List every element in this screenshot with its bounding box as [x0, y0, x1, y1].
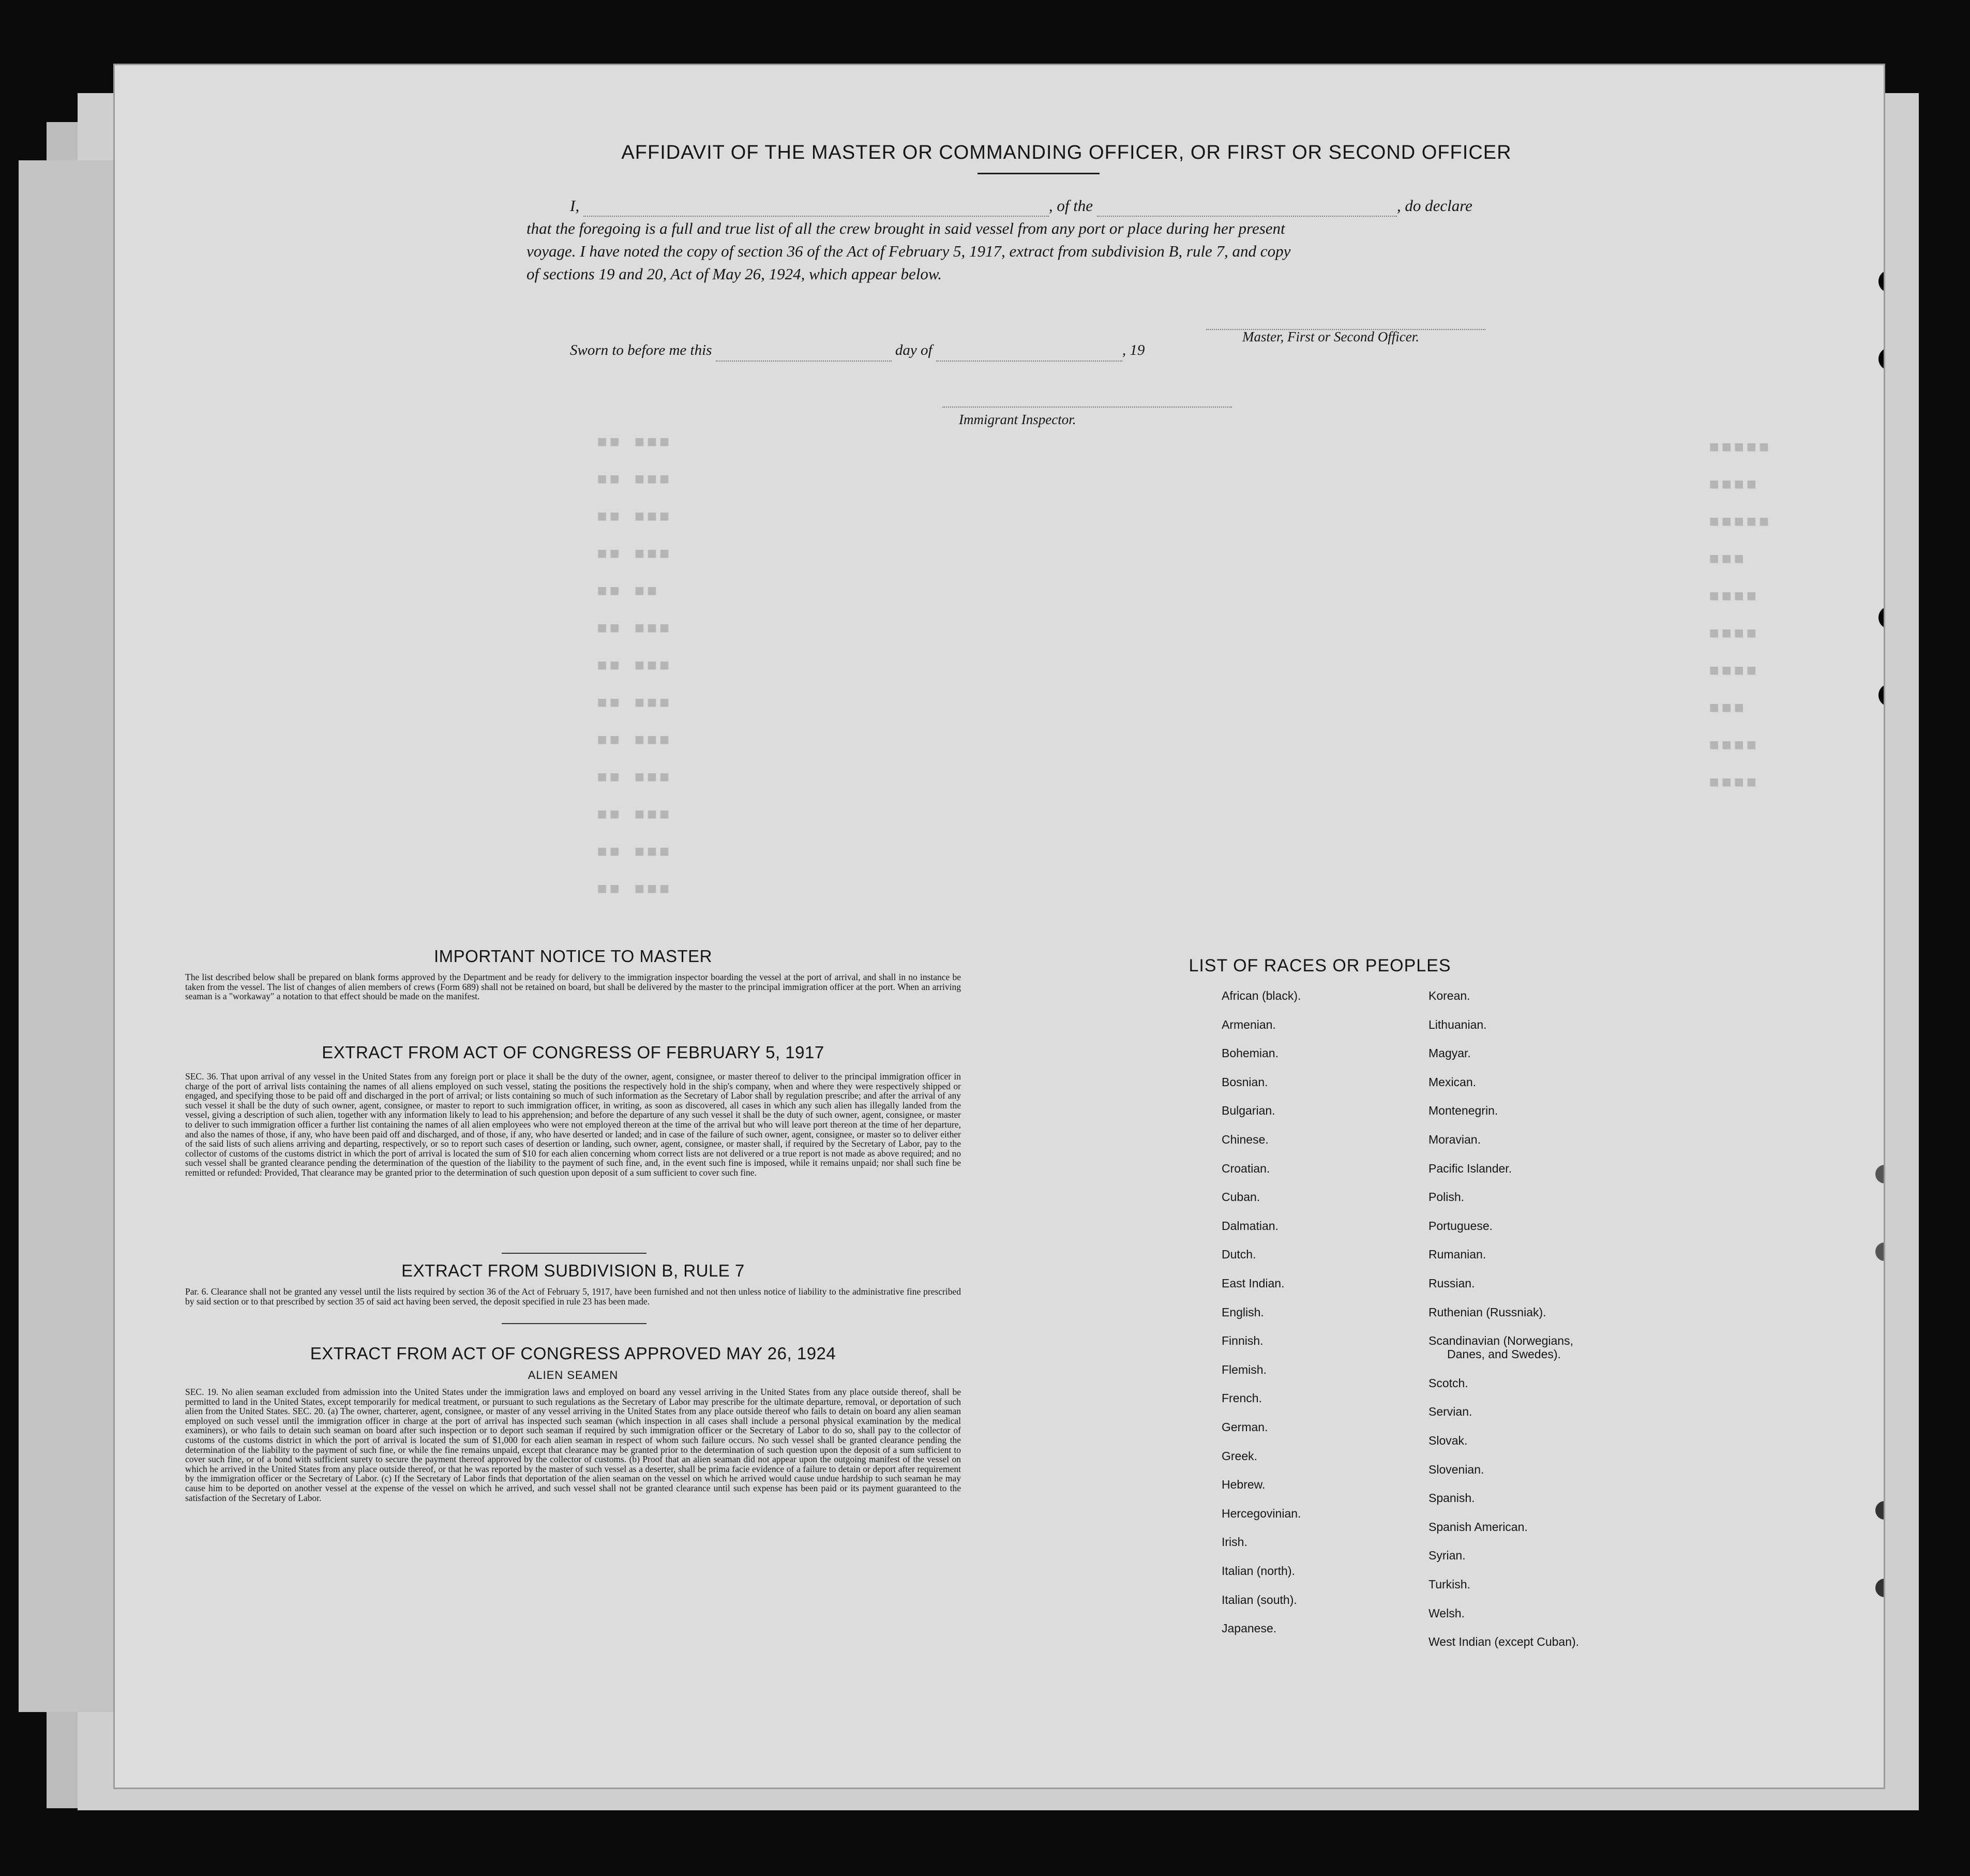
extract-1924-text: SEC. 19. No alien seaman excluded from admission into the United States under the immigration laws and employed on board any vessel arriving in the United States from any place outside thereof, shall be permitted to land in the United States, except temporarily for medical treatment, or pursuant to such regulations as the Secretary of Labor may prescribe for the ultimate departure, removal, or deportation of such alien from the United States. SEC. 20. (a) The owner, charterer, agent, consignee, or master of any vessel arriving in the United States from any place outside thereof who fails to detain on board any alien seaman employed on such vessel until the immigration officer in charge at the port of arrival has inspected such seaman (which inspection in all cases shall include a personal physical examination by the medical examiners), or who fails to detain such seaman on board after such inspection or to deport such seaman if required by such immigration officer or the Secretary of Labor to do so, shall pay to the collector of customs of the customs district in which the port of arrival is located the sum of $1,000 for each alien seaman in respect of whom such failure occurs. No such vessel shall be granted clearance pending the determination of the liability to the payment of such fine, or while the fine remains unpaid, except that clearance may be granted prior to the determination of such question upon the deposit of a sum sufficient to cover such fine, or of a bond with sufficient surety to secure the payment thereof approved by the collector of customs. (b) Proof that an alien seaman did not appear upon the outgoing manifest of the vessel on which he arrived in the United States from any place outside thereof, or that he was reported by the master of such vessel as a deserter, shall be prima facie evidence of a failure to detain or deport after requirement by the immigration officer or the Secretary of Labor. (c) If the Secretary of Labor finds that deportation of the alien seaman on the vessel on which he arrived would cause undue hardship to such seaman he may cause him to be deported on another vessel at the expense of the vessel on which he arrived, and such vessel shall not be granted clearance until such expense has been paid or its payment guaranteed to the satisfaction of the Secretary of Labor. [185, 1387, 961, 1503]
race-item: Hebrew. [1222, 1478, 1266, 1492]
affidavit-declare: , do declare [1396, 197, 1472, 215]
alien-seamen-subheading: ALIEN SEAMEN [528, 1369, 619, 1382]
punch-hole [1878, 684, 1884, 707]
rule7-heading: EXTRACT FROM SUBDIVISION B, RULE 7 [401, 1261, 745, 1280]
inspector-signature-line[interactable] [942, 391, 1232, 408]
punch-hole [1875, 1579, 1884, 1597]
punch-hole [1878, 270, 1884, 293]
race-item: Welsh. [1428, 1606, 1465, 1620]
race-item: Greek. [1222, 1449, 1258, 1463]
race-item: Syrian. [1428, 1549, 1466, 1563]
extract-1924-heading: EXTRACT FROM ACT OF CONGRESS APPROVED MAY 26, 1924 [310, 1344, 836, 1363]
race-item: West Indian (except Cuban). [1428, 1635, 1580, 1649]
race-item: Rumanian. [1428, 1248, 1486, 1262]
race-item: Armenian. [1222, 1017, 1276, 1031]
punch-hole [1878, 606, 1884, 629]
affidavit-line-3: voyage. I have noted the copy of section 36 of the Act of February 5, 1917, extract from subdivision B, rule 7, and copy [527, 242, 1291, 260]
affidavit-line-2: that the foregoing is a full and true list of all the crew brought in said vessel from any port or place during her present [527, 219, 1285, 237]
day-of-label: day of [895, 342, 933, 358]
race-item: Scandinavian (Norwegians, [1428, 1334, 1573, 1348]
name-field[interactable] [583, 216, 1049, 217]
race-item: Chinese. [1222, 1133, 1269, 1146]
race-item: Pacific Islander. [1428, 1161, 1512, 1175]
race-item: Russian. [1428, 1277, 1475, 1290]
punch-hole [1878, 348, 1884, 370]
race-item: Bulgarian. [1222, 1104, 1275, 1118]
races-heading: LIST OF RACES OR PEOPLES [1189, 956, 1451, 975]
race-item: Lithuanian. [1428, 1017, 1487, 1031]
race-item: Flemish. [1222, 1362, 1267, 1376]
race-item: Spanish American. [1428, 1520, 1528, 1534]
race-item: Irish. [1222, 1535, 1247, 1549]
race-item: Finnish. [1222, 1334, 1264, 1348]
form-sheet [115, 65, 1884, 1788]
notice-text: The list described below shall be prepared on blank forms approved by the Department and be ready for delivery to the immigration inspector boarding the vessel at the port of arrival, and shall in no instance be taken from the vessel. The list of changes of alien members of crews (Form 689) shall not be retained on board, but shall be delivered by the master to the principal immigration officer at the port. When an arriving seaman is a "workaway" a notation to that effect should be made on the manifest. [185, 972, 961, 1002]
race-item: Japanese. [1222, 1622, 1277, 1635]
race-item: Mexican. [1428, 1075, 1477, 1089]
vessel-field[interactable] [1097, 216, 1397, 217]
race-item: Slovak. [1428, 1434, 1468, 1447]
affidavit-line-4: of sections 19 and 20, Act of May 26, 1924, which appear below. [527, 265, 942, 283]
punch-hole [1875, 1242, 1884, 1261]
bleed-through-marks: ▪▪▪▪▪ ▪▪▪▪ ▪▪▪▪▪ ▪▪▪ ▪▪▪▪ ▪▪▪▪ ▪▪▪▪ ▪▪▪ ▪▪▪▪ ▪▪▪▪ [1708, 434, 1770, 793]
race-item: Croatian. [1222, 1161, 1270, 1175]
affidavit-line-1 [570, 194, 1661, 217]
rule7-text: Par. 6. Clearance shall not be granted any vessel until the lists required by section 36 of the Act of February 5, 1917, have been furnished and not then unless notice of liability to the administrative fine prescribed by said section or to that prescribed by section 35 of said act having been served, the deposit specified in rule 23 has been made. [185, 1286, 961, 1307]
race-item: Ruthenian (Russniak). [1428, 1305, 1546, 1319]
bleed-through-column: ▪▪ ▪▪▪ ▪▪ ▪▪▪ ▪▪ ▪▪▪ ▪▪ ▪▪▪ ▪▪ ▪▪ ▪▪ ▪▪▪ ▪▪ ▪▪▪ ▪▪ ▪▪▪ ▪▪ ▪▪▪ ▪▪ ▪▪▪ ▪▪ ▪▪▪ ▪▪ ▪▪▪ ▪▪ ▪▪▪ [596, 429, 671, 899]
race-item: African (black). [1222, 989, 1301, 1002]
title-rule [978, 173, 1100, 174]
section-rule [502, 1253, 646, 1254]
extract-1917-text: SEC. 36. That upon arrival of any vessel in the United States from any foreign port or place it shall be the duty of the owner, agent, consignee, or master thereof to deliver to the principal immigration officer in charge of the port of arrival lists containing the names of all aliens employed on such vessel, stating the positions the respectively hold in the ship's company, when and where they were respectively shipped or engaged, and specifying those to be paid off and discharged in the port of arrival; or lists containing so much of such information as the Secretary of Labor shall by regulation prescribe; and after the arrival of any such vessel it shall be the duty of such owner, agent, consignee, or master to report to such immigration officer, in writing, as soon as discovered, all cases in which any such alien has illegally landed from the vessel, giving a description of such alien, together with any information likely to lead to his apprehension; and before the departure of any such vessel it shall be the duty of such owner, agent, consignee, or master to deliver to such immigration officer a further list containing the names of all alien employees who were not employed thereon at the time of the arrival but who will leave port thereon at the time of her departure, and also the names of those, if any, who have been paid off and discharged, and of those, if any, who have deserted or landed; and in case of the failure of such owner, agent, consignee, or master so to deliver either of the said lists of such aliens arriving and departing, respectively, or so to report such cases of desertion or landing, such owner, agent, consignee, or master shall, if required by the Secretary of Labor, pay to the collector of customs of the customs district in which the port of arrival is located the sum of $10 for each alien concerning whom correct lists are not delivered or a true report is not made as above required; and no such vessel shall be granted clearance pending the determination of the question of the liability to the payment of such fine, and, in the event such fine is imposed, while it remains unpaid; nor shall such fine be remitted or refunded: Provided, That clearance may be granted prior to the determination of such question upon deposit of a sum sufficient to cover such fine. [185, 1071, 961, 1178]
affidavit-title: AFFIDAVIT OF THE MASTER OR COMMANDING OFFICER, OR FIRST OR SECOND OFFICER [621, 142, 1512, 163]
race-item: Turkish. [1428, 1578, 1470, 1591]
notice-heading: IMPORTANT NOTICE TO MASTER [433, 947, 712, 966]
race-item: Dutch. [1222, 1248, 1256, 1262]
race-item: Bosnian. [1222, 1075, 1268, 1089]
race-item: Polish. [1428, 1190, 1465, 1204]
master-signature-line[interactable] [1206, 313, 1485, 330]
sworn-line [570, 339, 1294, 362]
race-item: Spanish. [1428, 1491, 1475, 1505]
race-item: Portuguese. [1428, 1219, 1493, 1233]
race-item: Bohemian. [1222, 1046, 1279, 1060]
race-item: East Indian. [1222, 1277, 1285, 1290]
punch-hole [1875, 1165, 1884, 1183]
sworn-day-field[interactable] [716, 361, 892, 362]
sworn-month-field[interactable] [936, 361, 1122, 362]
master-label: Master, First or Second Officer. [1242, 329, 1419, 344]
race-item: Korean. [1428, 989, 1470, 1002]
race-item: Servian. [1428, 1405, 1472, 1419]
inspector-label: Immigrant Inspector. [959, 412, 1076, 427]
affidavit-i: I, [570, 197, 580, 215]
race-item: Montenegrin. [1428, 1104, 1498, 1118]
punch-hole [1875, 1501, 1884, 1520]
section-rule [502, 1323, 646, 1324]
race-item: French. [1222, 1391, 1262, 1405]
affidavit-of-the: , of the [1048, 197, 1093, 215]
extract-1917-heading: EXTRACT FROM ACT OF CONGRESS OF FEBRUARY 5, 1917 [322, 1043, 824, 1062]
race-item: Moravian. [1428, 1133, 1481, 1146]
race-item: Slovenian. [1428, 1462, 1484, 1476]
race-item: Danes, and Swedes). [1447, 1347, 1561, 1361]
race-item: Italian (south). [1222, 1593, 1297, 1607]
year-label: , 19 [1122, 342, 1145, 358]
race-item: Italian (north). [1222, 1564, 1295, 1578]
race-item: Cuban. [1222, 1190, 1260, 1204]
race-item: Scotch. [1428, 1376, 1468, 1390]
race-item: German. [1222, 1420, 1268, 1434]
sworn-label: Sworn to before me this [570, 342, 712, 358]
race-item: Hercegovinian. [1222, 1506, 1301, 1520]
race-item: Dalmatian. [1222, 1219, 1279, 1233]
race-item: English. [1222, 1305, 1264, 1319]
race-item: Magyar. [1428, 1046, 1471, 1060]
